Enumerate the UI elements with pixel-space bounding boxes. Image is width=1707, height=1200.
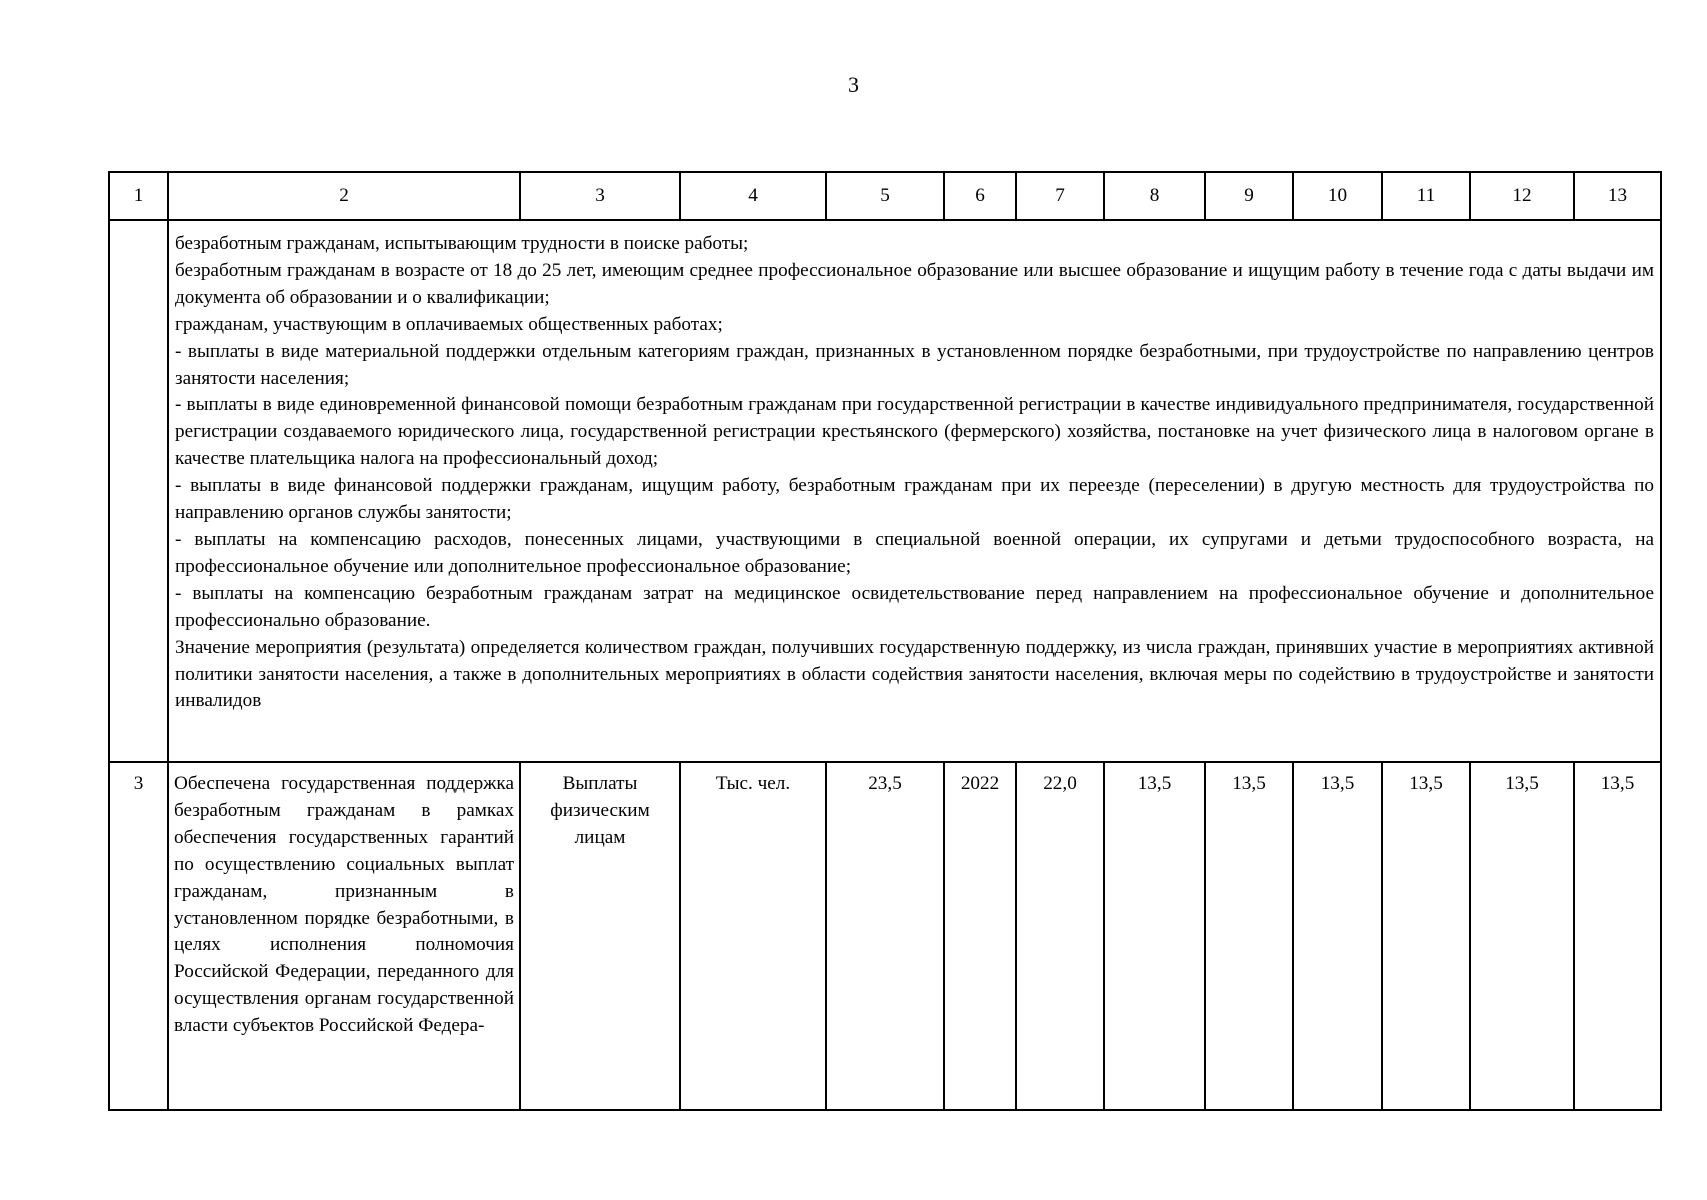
text-line: - выплаты в виде финансовой поддержки гражданам, ищущим работу, безработным гражданам при их переезде (переселении) в другую местность для трудоустройства по направлению органов службы занятости;	[175, 475, 1654, 524]
text-line: - выплаты в виде материальной поддержки отдельным категориям граждан, признанных в установленном порядке безработными, при трудоустройстве по направлению центров занятости населения;	[175, 340, 1654, 389]
base-value-cell: 23,5	[826, 762, 944, 1110]
header-cell: 8	[1104, 172, 1205, 220]
header-cell: 12	[1470, 172, 1574, 220]
header-cell: 9	[1205, 172, 1293, 220]
header-cell: 11	[1382, 172, 1470, 220]
header-cell: 3	[520, 172, 680, 220]
value-cell: 22,0	[1016, 762, 1104, 1110]
value-cell: 13,5	[1293, 762, 1382, 1110]
text-line: - выплаты в виде единовременной финансовой помощи безработным гражданам при государственной регистрации в качестве индивидуального предпринимателя, государственной регистрации создаваемого юридического лица, государственной регистрации крестьянского (фермерского) хозяйства, постановке на учет физического лица в налоговом органе в качестве плательщика налога на профессиональный доход;	[175, 394, 1654, 470]
base-year-cell: 2022	[944, 762, 1016, 1110]
page-number: 3	[848, 72, 859, 97]
indicator-table	[108, 171, 1662, 1111]
header-row	[109, 172, 1661, 220]
header-cell: 13	[1574, 172, 1661, 220]
value-cell: 13,5	[1574, 762, 1661, 1110]
text-line: гражданам, участвующим в оплачиваемых общественных работах;	[175, 313, 723, 335]
header-cell: 7	[1016, 172, 1104, 220]
value-cell: 13,5	[1205, 762, 1293, 1110]
result-name: Обеспечена государственная поддержка безработным гражданам в рамках обеспечения государственных гарантий по осуществлению социальных выплат гражданам, признанным в установленном порядке безработными, в целях исполнения полномочия Российской Федерации, переданного для осуществления органам государственной власти субъектов Российской Федера-	[168, 762, 520, 1110]
result-type: Выплаты физическим лицам	[520, 762, 680, 1110]
value-cell: 13,5	[1470, 762, 1574, 1110]
text-line: безработным гражданам, испытывающим трудности в поиске работы;	[175, 233, 749, 254]
empty-number-cell	[109, 220, 168, 762]
header-cell: 10	[1293, 172, 1382, 220]
table-row	[109, 762, 1661, 1110]
unit-cell: Тыс. чел.	[680, 762, 826, 1110]
value-cell: 13,5	[1104, 762, 1205, 1110]
header-cell: 4	[680, 172, 826, 220]
row-number: 3	[109, 762, 168, 1110]
text-line: - выплаты на компенсацию расходов, понесенных лицами, участвующими в специальной военной операции, их супругами и детьми трудоспособного возраста, на профессиональное обучение или дополнительное профессиональное образование;	[175, 528, 1654, 577]
text-line: Значение мероприятия (результата) определяется количеством граждан, получивших государственную поддержку, из числа граждан, принявших участие в мероприятиях активной политики занятости населения, а также в дополнительных мероприятиях в области содействия занятости населения, включая меры по содействию в трудоустройстве и занятости инвалидов	[175, 636, 1654, 712]
header-cell: 6	[944, 172, 1016, 220]
continuation-row	[109, 220, 1661, 762]
header-cell: 1	[109, 172, 168, 220]
value-cell: 13,5	[1382, 762, 1470, 1110]
text-line: - выплаты на компенсацию безработным гражданам затрат на медицинское освидетельствование перед направлением на профессиональное обучение и дополнительное профессионально образование.	[175, 582, 1654, 631]
header-cell: 5	[826, 172, 944, 220]
continuation-text	[168, 220, 1661, 762]
header-cell: 2	[168, 172, 520, 220]
text-line: безработным гражданам в возрасте от 18 до 25 лет, имеющим среднее профессиональное образование или высшее образование и ищущим работу в течение года с даты выдачи им документа об образовании и о квалификации;	[175, 259, 1654, 308]
